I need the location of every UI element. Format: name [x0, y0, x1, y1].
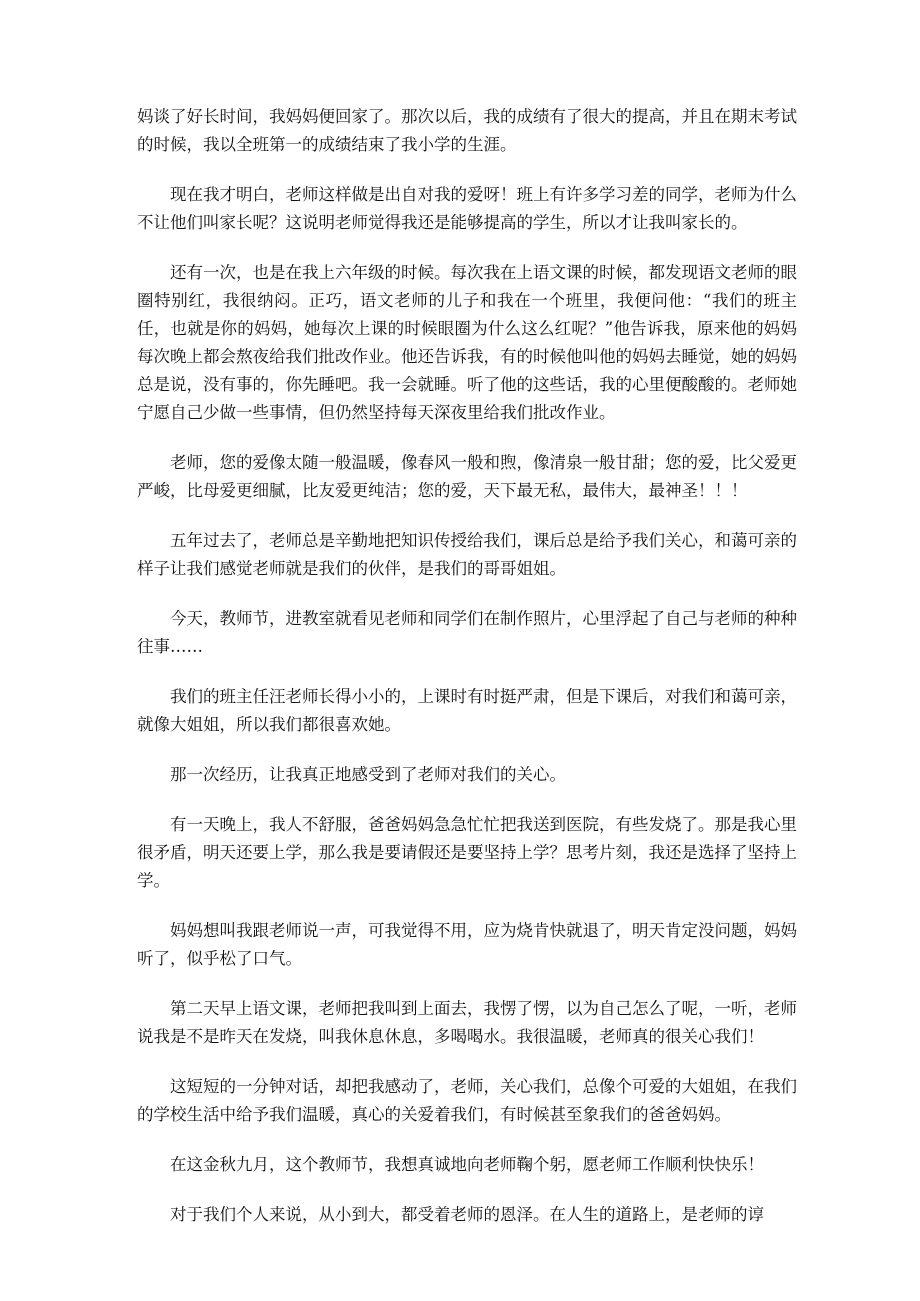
paragraph-1: 妈谈了好长时间，我妈妈便回家了。那次以后，我的成绩有了很大的提高，并且在期末考试的时候，我以全班第一的成绩结束了我小学的生涯。	[137, 107, 797, 154]
document-page	[137, 103, 797, 1251]
paragraph-6: 今天，教师节，进教室就看见老师和同学们在制作照片，心里浮起了自己与老师的种种往事……	[137, 609, 797, 656]
paragraph-8: 那一次经历，让我真正地感受到了老师对我们的关心。	[170, 765, 566, 784]
paragraph-3: 还有一次，也是在我上六年级的时候。每次我在上语文课的时候，都发现语文老师的眼圈特别红，我很纳闷。正巧，语文老师的儿子和我在一个班里，我便问他：“我们的班主任，也就是你的妈妈，她每次上课的时候眼圈为什么这么红呢？”他告诉我，原来他的妈妈每次晚上都会熬夜给我们批改作业。他还告诉我，有的时候他叫他的妈妈去睡觉，她的妈妈总是说，没有事的，你先睡吧。我一会就睡。听了他的这些话，我的心里便酸酸的。老师她宁愿自己少做一些事情，但仍然坚持每天深夜里给我们批改作业。	[137, 263, 797, 422]
paragraph-11: 第二天早上语文课，老师把我叫到上面去，我愣了愣，以为自己怎么了呢，一听，老师说我是不是昨天在发烧，叫我休息休息，多喝喝水。我很温暖，老师真的很关心我们！	[137, 999, 797, 1046]
paragraph-2: 现在我才明白，老师这样做是出自对我的爱呀！班上有许多学习差的同学，老师为什么不让他们叫家长呢？这说明老师觉得我还是能够提高的学生，所以才让我叫家长的。	[137, 185, 797, 232]
paragraph-13: 在这金秋九月，这个教师节，我想真诚地向老师鞠个躬，愿老师工作顺利快快乐！	[170, 1155, 764, 1174]
paragraph-9: 有一天晚上，我人不舒服，爸爸妈妈急急忙忙把我送到医院，有些发烧了。那是我心里很矛盾，明天还要上学，那么我是要请假还是要坚持上学？思考片刻，我还是选择了坚持上学。	[137, 815, 797, 890]
paragraph-14: 对于我们个人来说，从小到大，都受着老师的恩泽。在人生的道路上，是老师的谆	[170, 1205, 764, 1224]
paragraph-7: 我们的班主任汪老师长得小小的，上课时有时挺严肃，但是下课后，对我们和蔼可亲，就像大姐姐，所以我们都很喜欢她。	[137, 687, 797, 734]
paragraph-4: 老师，您的爱像太随一般温暖，像春风一般和煦，像清泉一般甘甜；您的爱，比父爱更严峻，比母爱更细腻，比友爱更纯洁；您的爱，天下最无私，最伟大，最神圣！！！	[137, 453, 797, 500]
paragraph-10: 妈妈想叫我跟老师说一声，可我觉得不用，应为烧肯快就退了，明天肯定没问题，妈妈听了，似乎松了口气。	[137, 921, 797, 968]
paragraph-12: 这短短的一分钟对话，却把我感动了，老师，关心我们，总像个可爱的大姐姐，在我们的学校生活中给予我们温暖，真心的关爱着我们，有时候甚至象我们的爸爸妈妈。	[137, 1077, 797, 1124]
paragraph-5: 五年过去了，老师总是辛勤地把知识传授给我们，课后总是给予我们关心，和蔼可亲的样子让我们感觉老师就是我们的伙伴，是我们的哥哥姐姐。	[137, 531, 797, 578]
